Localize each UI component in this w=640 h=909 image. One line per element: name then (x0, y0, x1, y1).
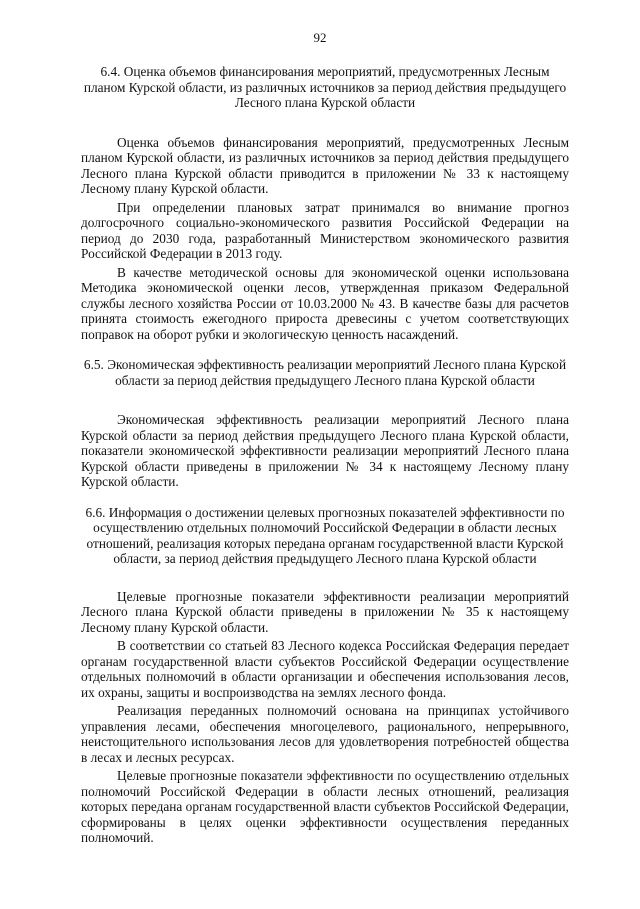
page-content (81, 64, 569, 861)
paragraph: Экономическая эффективность реализации мероприятий Лесного плана Курской области за период действия предыдущего Лесного плана Курской области, показатели экономической эффективности реализации мероприятий Лесного плана Курской области приведены в приложении № 34 к настоящему Лесному плану Курской области. (81, 412, 569, 489)
section-6-4 (81, 64, 569, 342)
page-number: 92 (313, 30, 327, 45)
paragraph: Оценка объемов финансирования мероприятий, предусмотренных Лесным планом Курской области, из различных источников за период действия предыдущего Лесного плана Курской области приводится в приложении № 33 к настоящему Лесному плану Курской области. (81, 134, 569, 196)
section-heading: 6.4. Оценка объемов финансирования мероприятий, предусмотренных Лесным планом Курской области, из различных источников за период действия предыдущего Лесного плана Курской области (83, 64, 567, 110)
section-6-5 (81, 357, 569, 490)
paragraph: В качестве методической основы для экономической оценки использована Методика экономической оценки лесов, утвержденная приказом Федеральной службы лесного хозяйства России от 10.03.2000 № 43. В качестве базы для расчетов принята стоимость ежегодного прироста древесины с учетом соответствующих поправок на оборот рубки и экологическую ценность насаждений. (81, 264, 569, 342)
section-heading: 6.5. Экономическая эффективность реализации мероприятий Лесного плана Курской области за период действия предыдущего Лесного плана Курской области (83, 357, 567, 388)
paragraph: Целевые прогнозные показатели эффективности реализации мероприятий Лесного плана Курской области приведены в приложении № 35 к настоящему Лесному плану Курской области. (81, 588, 569, 635)
paragraph: Реализация переданных полномочий основана на принципах устойчивого управления лесами, обеспечения многоцелевого, рационального, непрерывного, неистощительного использования лесов для удовлетворения потребностей общества в лесах и лесных ресурсах. (81, 703, 569, 765)
section-heading: 6.6. Информация о достижении целевых прогнозных показателей эффективности по осуществлению отдельных полномочий Российской Федерации в области лесных отношений, реализация которых передана органам государственной власти Курской области, за период действия предыдущего Лесного плана Курской области (85, 504, 565, 566)
paragraph: В соответствии со статьей 83 Лесного кодекса Российская Федерация передает органам государственной власти субъектов Российской Федерации осуществление отдельных полномочий в области организации и обеспечения использования лесов, их охраны, защиты и воспроизводства на землях лесного фонда. (81, 638, 569, 700)
paragraph: Целевые прогнозные показатели эффективности по осуществлению отдельных полномочий Российской Федерации в области лесных отношений, реализация которых передана органам государственной власти субъектов Российской Федерации, сформированы в целях оценки эффективности осуществления переданных полномочий. (81, 768, 569, 845)
section-6-6 (81, 505, 569, 846)
paragraph: При определении плановых затрат принимался во внимание прогноз долгосрочного социально-экономического развития Российской Федерации на период до 2030 года, разработанный Министерством экономического развития Российской Федерации в 2013 году. (81, 199, 569, 261)
